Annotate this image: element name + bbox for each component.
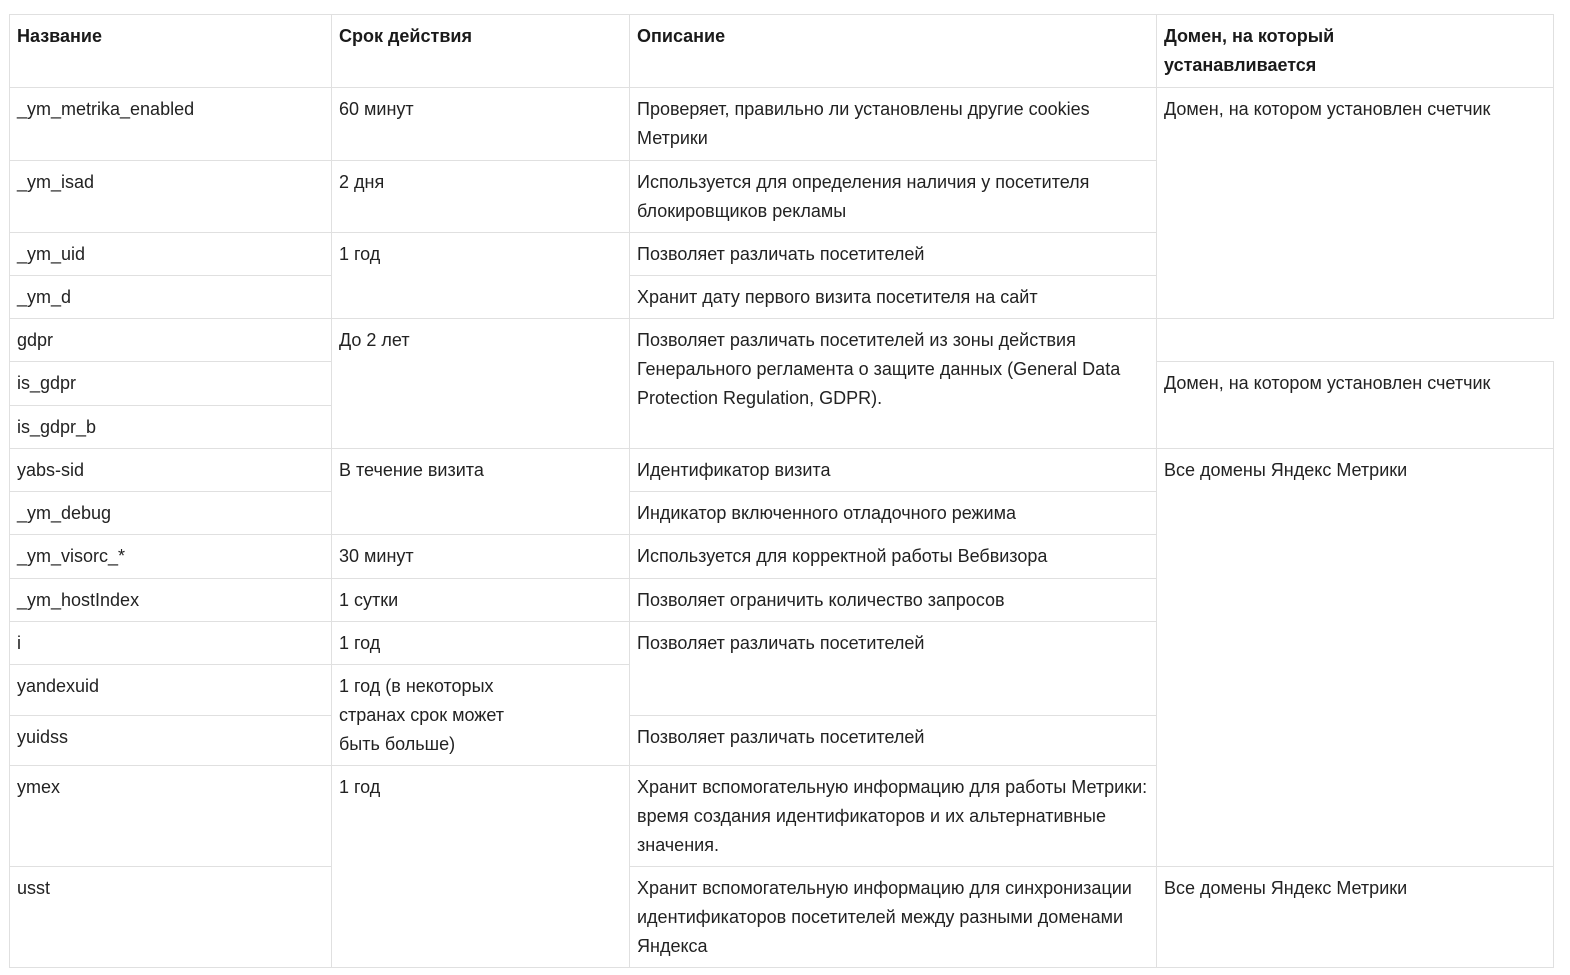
cell-description-line: блокировщиков рекламы [637, 201, 847, 221]
cell-description-line: Проверяет, правильно ли установлены другие cookies [637, 99, 1090, 119]
cell-description-line: Генерального регламента о защите данных (General Data [637, 359, 1121, 379]
cell-domain: Домен, на котором установлен счетчик [1157, 88, 1554, 319]
cell-expiry-line: 1 год (в некоторых [339, 676, 494, 696]
cell-name: usst [10, 867, 332, 968]
cell-name: yandexuid [10, 665, 332, 716]
cell-expiry: 30 минут [332, 535, 630, 579]
table-row [10, 449, 1554, 492]
header-domain-line1: Домен, на который [1164, 26, 1335, 46]
table-row [10, 867, 1554, 968]
cell-name: _ym_debug [10, 492, 332, 535]
header-name: Название [10, 15, 332, 88]
table-row [10, 319, 1554, 362]
cell-description-line: Используется для определения наличия у посетителя [637, 172, 1090, 192]
cell-expiry-line: странах срок может [339, 705, 504, 725]
cell-description-line: Хранит вспомогательную информацию для синхронизации [637, 878, 1132, 898]
cell-expiry: В течение визита [332, 449, 630, 535]
cell-name: yabs-sid [10, 449, 332, 492]
cell-description-line: время создания идентификаторов и их альтернативные [637, 806, 1106, 826]
cell-name: _ym_hostIndex [10, 579, 332, 622]
cell-name: is_gdpr_b [10, 406, 332, 449]
cell-description: Позволяет ограничить количество запросов [630, 579, 1157, 622]
cell-name: i [10, 622, 332, 665]
cell-domain: Все домены Яндекс Метрики [1157, 449, 1554, 867]
cell-name: is_gdpr [10, 362, 332, 406]
cell-expiry [332, 665, 630, 766]
cell-name: gdpr [10, 319, 332, 362]
cell-expiry: 1 сутки [332, 579, 630, 622]
cell-description: Идентификатор визита [630, 449, 1157, 492]
cell-expiry: 1 год [332, 233, 630, 319]
cell-expiry: 1 год [332, 622, 630, 665]
cell-description [630, 766, 1157, 867]
cell-description [630, 319, 1157, 449]
cell-description-line: Позволяет различать посетителей из зоны действия [637, 330, 1076, 350]
table-header-row [10, 15, 1554, 88]
header-description: Описание [630, 15, 1157, 88]
cell-description: Хранит дату первого визита посетителя на сайт [630, 276, 1157, 319]
cell-description: Используется для корректной работы Вебвизора [630, 535, 1157, 579]
cell-description: Позволяет различать посетителей [630, 622, 1157, 716]
cell-expiry: 60 минут [332, 88, 630, 161]
cell-name: _ym_uid [10, 233, 332, 276]
cell-expiry: 1 год [332, 766, 630, 968]
cell-expiry-line: быть больше) [339, 734, 456, 754]
table-row [10, 88, 1554, 161]
cell-domain: Все домены Яндекс Метрики [1157, 867, 1554, 968]
cell-description: Позволяет различать посетителей [630, 233, 1157, 276]
cell-expiry: До 2 лет [332, 319, 630, 449]
cell-description-line: Protection Regulation, GDPR). [637, 388, 883, 408]
cell-description: Позволяет различать посетителей [630, 716, 1157, 766]
cell-description [630, 867, 1157, 968]
cell-description: Индикатор включенного отладочного режима [630, 492, 1157, 535]
cell-description-line: Метрики [637, 128, 708, 148]
header-domain-line2: устанавливается [1164, 55, 1317, 75]
cell-description [630, 88, 1157, 161]
cell-description-line: идентификаторов посетителей между разными доменами [637, 907, 1124, 927]
cell-name: yuidss [10, 716, 332, 766]
cell-description-line: Хранит вспомогательную информацию для работы Метрики: [637, 777, 1148, 797]
cell-name: _ym_visorc_* [10, 535, 332, 579]
cookies-table [9, 14, 1554, 968]
header-domain [1157, 15, 1554, 88]
cell-name: ymex [10, 766, 332, 867]
cell-expiry: 2 дня [332, 161, 630, 233]
cell-name: _ym_metrika_enabled [10, 88, 332, 161]
cell-description-line: значения. [637, 835, 719, 855]
cell-name: _ym_d [10, 276, 332, 319]
cell-name: _ym_isad [10, 161, 332, 233]
cell-domain: Домен, на котором установлен счетчик [1157, 362, 1554, 449]
cell-description-line: Яндекса [637, 936, 708, 956]
cell-description [630, 161, 1157, 233]
header-expiry: Срок действия [332, 15, 630, 88]
